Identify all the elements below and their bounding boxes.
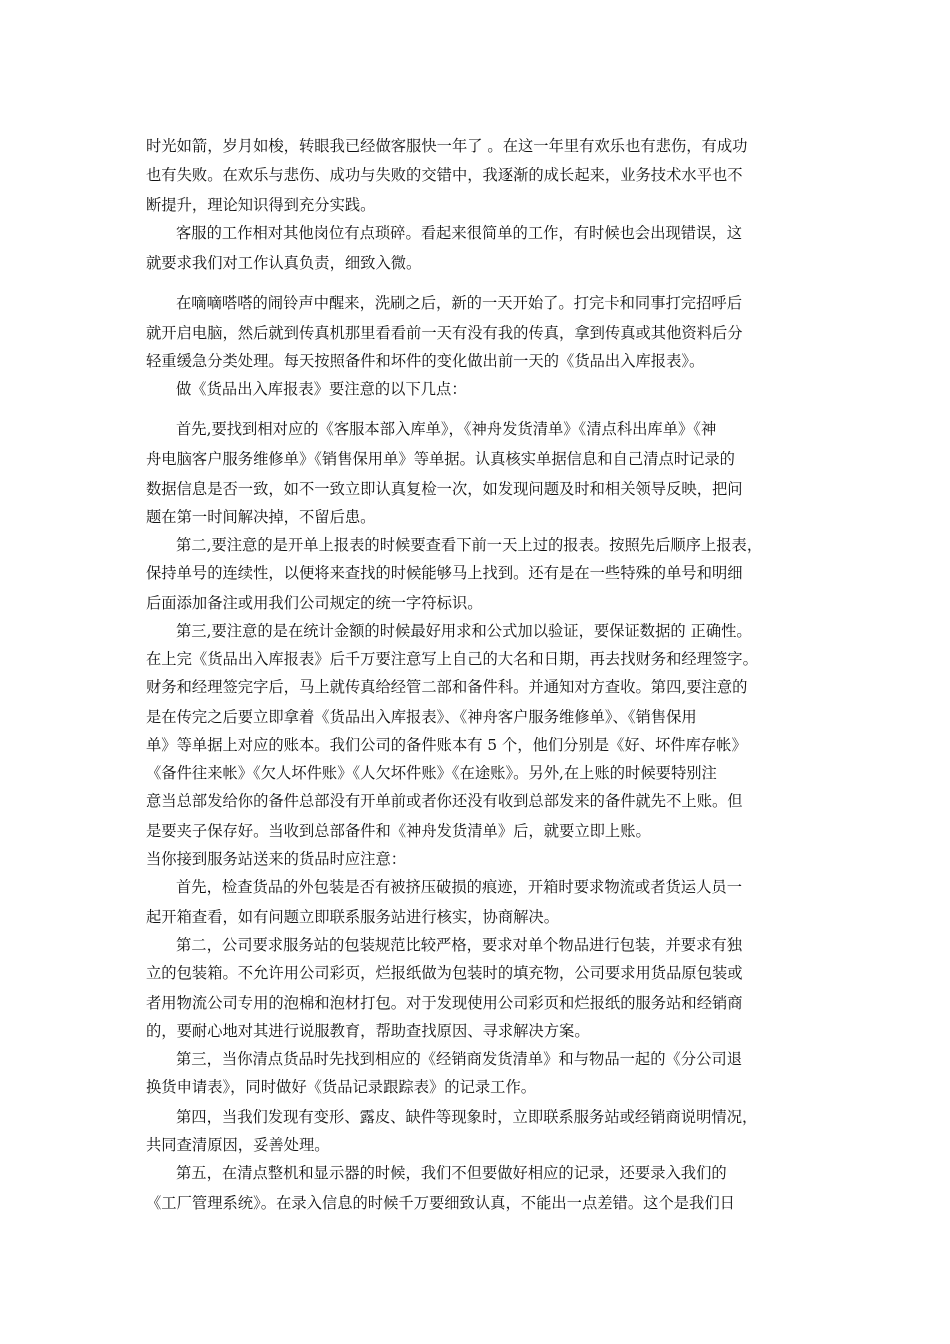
text-line: 的，要耐心地对其进行说服教育，帮助查找原因、寻求解决方案。 [146, 1022, 590, 1040]
text-line: 第二,要注意的是开单上报表的时候要查看下前一天上过的报表。按照先后顺序上报表， [176, 536, 763, 554]
text-line: 就开启电脑，然后就到传真机那里看看前一天有没有我的传真，拿到传真或其他资料后分 [146, 324, 743, 342]
text-line: 《工厂管理系统》。在录入信息的时候千万要细致认真，不能出一点差错。这个是我们日 [146, 1194, 735, 1212]
text-line: 立的包装箱。不允许用公司彩页，烂报纸做为包装时的填充物，公司要求用货品原包装或 [146, 964, 743, 982]
text-line: 第三，当你清点货品时先找到相应的《经销商发货清单》和与物品一起的《分公司退 [176, 1050, 742, 1068]
text-line: 共同查清原因，妥善处理。 [146, 1136, 330, 1154]
text-line: 断提升，理论知识得到充分实践。 [146, 196, 376, 214]
text-line: 《备件往来帐》《欠人坏件账》《人欠坏件账》《在途账》。另外,在上账的时候要特别注 [146, 764, 717, 782]
text-line: 当你接到服务站送来的货品时应注意： [146, 850, 407, 868]
text-line: 第四，当我们发现有变形、露皮、缺件等现象时，立即联系服务站或经销商说明情况， [176, 1108, 758, 1126]
text-line: 在上完《货品出入库报表》后千万要注意写上自己的大名和日期，再去找财务和经理签字。 [146, 650, 758, 668]
text-line: 意当总部发给你的备件总部没有开单前或者你还没有收到总部发来的备件就先不上账。但 [146, 792, 743, 810]
text-line: 第二，公司要求服务站的包装规范比较严格，要求对单个物品进行包装，并要求有独 [176, 936, 742, 954]
text-line: 首先，检查货品的外包装是否有被挤压破损的痕迹，开箱时要求物流或者货运人员一 [176, 878, 742, 896]
text-line: 单》等单据上对应的账本。我们公司的备件账本有 5 个，他们分别是《好、坏件库存帐》 [146, 736, 747, 754]
text-line: 数据信息是否一致，如不一致立即认真复检一次，如发现问题及时和相关领导反映，把问 [146, 480, 743, 498]
text-line: 是在传完之后要立即拿着《货品出入库报表》、《神舟客户服务维修单》、《销售保用 [146, 708, 697, 726]
text-line: 轻重缓急分类处理。每天按照备件和坏件的变化做出前一天的《货品出入库报表》。 [146, 352, 705, 370]
text-line: 题在第一时间解决掉，不留后患。 [146, 508, 376, 526]
text-line: 后面添加备注或用我们公司规定的统一字符标识。 [146, 594, 483, 612]
text-line: 时光如箭，岁月如梭，转眼我已经做客服快一年了 。在这一年里有欢乐也有悲伤，有成功 [146, 137, 748, 155]
text-line: 就要求我们对工作认真负责，细致入微。 [146, 254, 422, 272]
text-line: 舟电脑客户服务维修单》《销售保用单》等单据。认真核实单据信息和自己清点时记录的 [146, 450, 735, 468]
text-line: 财务和经理签完字后，马上就传真给经管二部和备件科。并通知对方查收。第四,要注意的 [146, 678, 748, 696]
text-line: 首先,要找到相对应的《客服本部入库单》，《神舟发货清单》《清点科出库单》《神 [176, 420, 717, 438]
text-line: 也有失败。在欢乐与悲伤、成功与失败的交错中，我逐渐的成长起来，业务技术水平也不 [146, 166, 743, 184]
text-line: 换货申请表》，同时做好《货品记录跟踪表》的记录工作。 [146, 1078, 537, 1096]
text-line: 是要夹子保存好。当收到总部备件和《神舟发货清单》后，就要立即上账。 [146, 822, 651, 840]
text-line: 第五，在清点整机和显示器的时候，我们不但要做好相应的记录，还要录入我们的 [176, 1164, 727, 1182]
text-line: 起开箱查看，如有问题立即联系服务站进行核实，协商解决。 [146, 908, 560, 926]
text-line: 客服的工作相对其他岗位有点琐碎。看起来很简单的工作，有时候也会出现错误，这 [176, 224, 742, 242]
text-line: 第三,要注意的是在统计金额的时候最好用求和公式加以验证，要保证数据的 正确性。 [176, 622, 752, 640]
text-line: 保持单号的连续性，以便将来查找的时候能够马上找到。还有是在一些特殊的单号和明细 [146, 564, 743, 582]
text-line: 者用物流公司专用的泡棉和泡材打包。对于发现使用公司彩页和烂报纸的服务站和经销商 [146, 994, 743, 1012]
text-line: 做《货品出入库报表》要注意的以下几点： [176, 380, 467, 398]
text-line: 在嘀嘀嗒嗒的闹铃声中醒来，洗刷之后，新的一天开始了。打完卡和同事打完招呼后 [176, 294, 742, 312]
